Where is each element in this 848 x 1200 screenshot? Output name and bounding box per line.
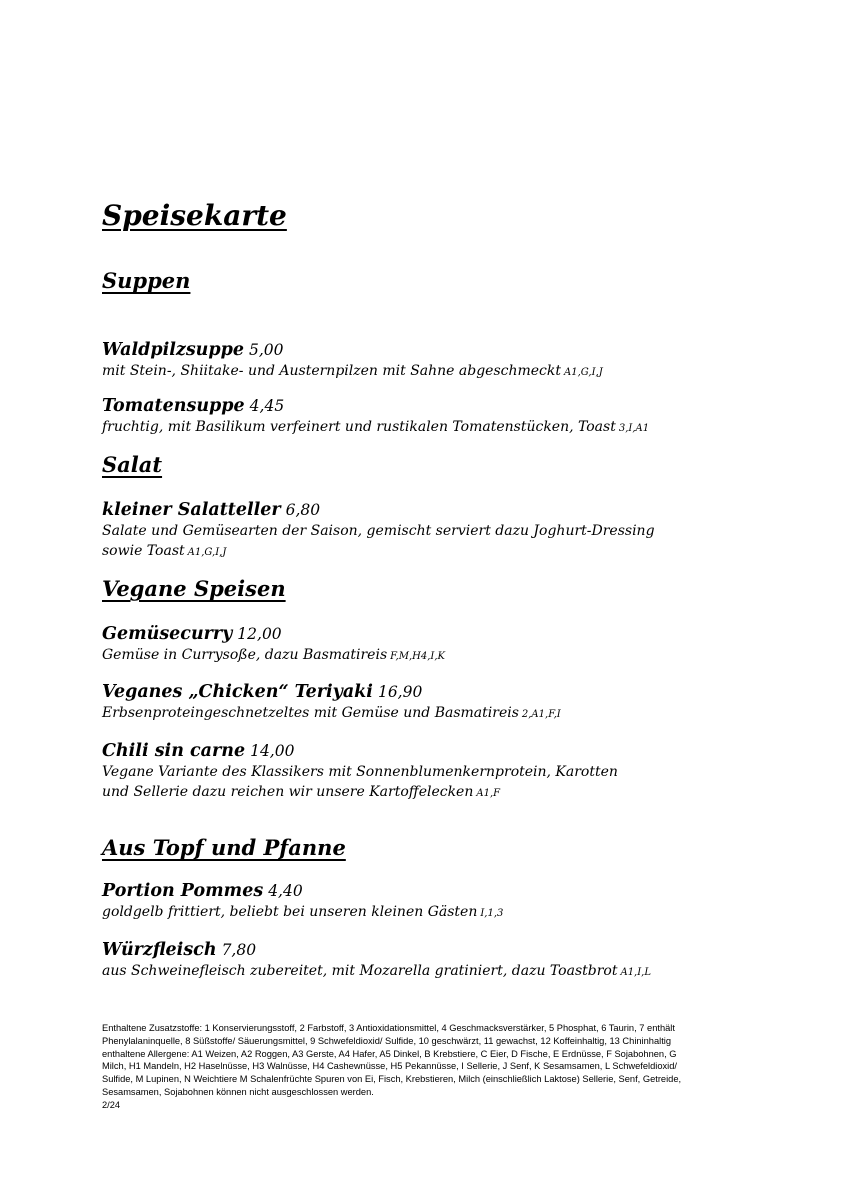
item-description: mit Stein-, Shiitake- und Austernpilzen mit Sahne abgeschmeckt A1,G,I,J xyxy=(102,363,603,379)
footnote-line: Enthaltene Zusatzstoffe: 1 Konservierungsstoff, 2 Farbstoff, 3 Antioxidationsmittel, 4 Geschmacksverstärker, 5 Phosphat, 6 Taurin, 7 enthält xyxy=(102,1023,675,1033)
item-name: kleiner Salatteller xyxy=(102,500,281,520)
footnote-line: Phenylalaninquelle, 8 Süßstoffe/ Säuerungsmittel, 9 Schwefeldioxid/ Sulfide, 10 geschwärzt, 11 gewachst, 12 Koffeinhaltig, 13 Chininhaltig xyxy=(102,1035,672,1046)
item-name: Würzfleisch xyxy=(102,940,217,960)
item-price: 12,00 xyxy=(237,625,282,643)
section-title-salat: Salat xyxy=(102,452,163,477)
item-name: Gemüsecurry xyxy=(102,624,233,644)
allergen-codes: 2,A1,F,I xyxy=(521,709,561,720)
item-description: Vegane Variante des Klassikers mit Sonnenblumenkernprotein, Karotten xyxy=(102,764,618,780)
allergen-codes: 3,I,A1 xyxy=(618,423,650,434)
allergen-codes: I,1,3 xyxy=(480,908,504,919)
page-title: Speisekarte xyxy=(102,199,287,232)
menu-item-veganes-chicken-teriyaki xyxy=(102,681,802,725)
item-description: aus Schweinefleisch zubereitet, mit Mozarella gratiniert, dazu Toastbrot A1,I,L xyxy=(102,963,652,979)
menu-item-wuerzfleisch xyxy=(102,939,802,983)
item-price: 14,00 xyxy=(250,742,295,760)
item-price: 6,80 xyxy=(285,501,321,519)
item-description: und Sellerie dazu reichen wir unsere Kartoffelecken A1,F xyxy=(102,784,501,800)
item-price: 7,80 xyxy=(221,941,257,959)
menu-item-waldpilzsuppe xyxy=(102,339,802,383)
allergen-codes: A1,F xyxy=(476,788,501,799)
item-name: Tomatensuppe xyxy=(102,396,245,416)
item-name: Waldpilzsuppe xyxy=(102,340,245,360)
menu-item-tomatensuppe xyxy=(102,395,802,439)
menu-item-portion-pommes xyxy=(102,880,802,924)
menu-item-gemuesecurry xyxy=(102,623,802,667)
item-price: 16,90 xyxy=(377,683,423,701)
item-description: fruchtig, mit Basilikum verfeinert und rustikalen Tomatenstücken, Toast 3,I,A1 xyxy=(102,419,650,435)
item-description: Salate und Gemüsearten der Saison, gemischt serviert dazu Joghurt-Dressing xyxy=(102,523,655,539)
section-title-vegane-speisen: Vegane Speisen xyxy=(102,576,286,601)
menu-item-kleiner-salatteller xyxy=(102,499,802,563)
item-name: Portion Pommes xyxy=(102,881,264,901)
footnote-line: Sesamsamen, Sojabohnen können nicht ausgeschlossen werden. xyxy=(102,1086,374,1097)
footnote-line: Sulfide, M Lupinen, N Weichtiere M Schalenfrüchte Spuren von Ei, Fisch, Krebstieren, Milch (einschließlich Laktose) Sellerie, Senf, Getreide, xyxy=(102,1074,682,1085)
item-description: sowie Toast A1,G,I,J xyxy=(102,543,227,559)
item-price: 5,00 xyxy=(249,341,284,359)
additives-allergens-footnote xyxy=(102,1022,732,1112)
footnote-line: enthaltene Allergene: A1 Weizen, A2 Roggen, A3 Gerste, A4 Hafer, A5 Dinkel, B Krebstiere, C Eier, D Fische, E Erdnüsse, F Sojabohnen, G xyxy=(102,1048,677,1059)
item-price: 4,40 xyxy=(268,882,303,900)
menu-item-chili-sin-carne xyxy=(102,740,802,804)
allergen-codes: A1,G,I,J xyxy=(187,547,227,558)
item-price: 4,45 xyxy=(249,397,285,415)
item-name: Chili sin carne xyxy=(102,741,246,761)
item-description: goldgelb frittiert, beliebt bei unseren kleinen Gästen I,1,3 xyxy=(102,904,504,920)
section-title-suppen: Suppen xyxy=(102,268,191,293)
footnote-line: Milch, H1 Mandeln, H2 Haselnüsse, H3 Walnüsse, H4 Cashewnüsse, H5 Pekannüsse, I Sellerie, J Senf, K Sesamsamen, L Schwefeldioxid/ xyxy=(102,1061,677,1072)
item-name: Veganes „Chicken“ Teriyaki xyxy=(102,682,373,702)
item-description: Gemüse in Currysoße, dazu Basmatireis F,M,H4,I,K xyxy=(102,647,445,663)
allergen-codes: A1,I,L xyxy=(620,967,652,978)
allergen-codes: A1,G,I,J xyxy=(564,367,603,378)
page-number: 2/24 xyxy=(102,1099,121,1110)
allergen-codes: F,M,H4,I,K xyxy=(390,651,445,662)
item-description: Erbsenproteingeschnetzeltes mit Gemüse und Basmatireis 2,A1,F,I xyxy=(102,705,561,721)
section-title-aus-topf-und-pfanne: Aus Topf und Pfanne xyxy=(102,835,346,860)
